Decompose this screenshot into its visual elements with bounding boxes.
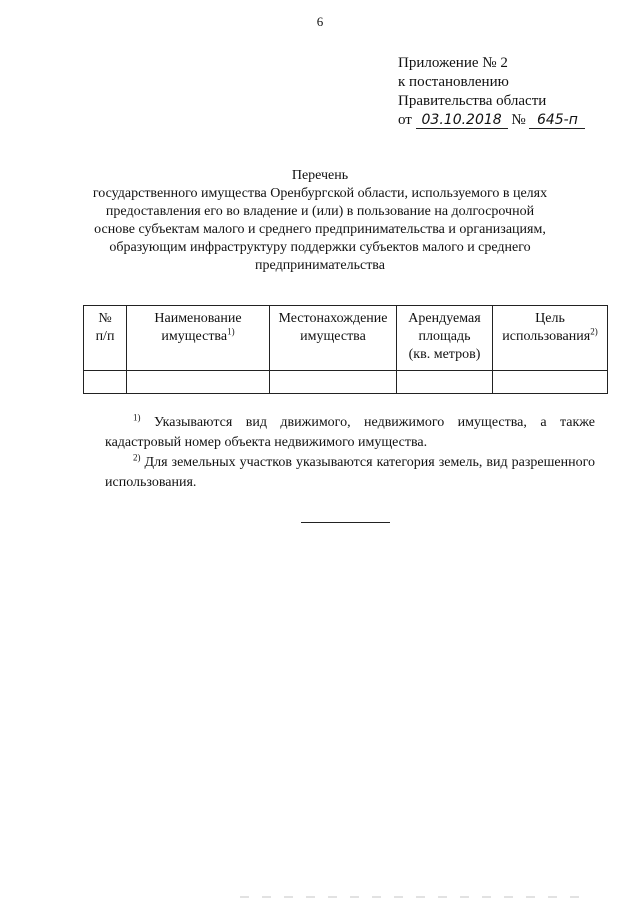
number-prefix: № (511, 112, 526, 128)
table-cell (127, 371, 270, 394)
header-text: использования (502, 329, 591, 344)
title-line: предоставления его во владение и (или) в пользование на долгосрочной (105, 204, 535, 219)
document-title (90, 167, 550, 275)
header-text: Наименование (154, 311, 242, 326)
header-purpose (493, 306, 608, 371)
page-number: 6 (316, 14, 324, 29)
footnote-marker: 1) (133, 412, 141, 423)
header-number (84, 306, 127, 371)
scan-artifact (240, 896, 590, 898)
header-text: площадь (418, 329, 471, 344)
header-name (127, 306, 270, 371)
appendix-block (398, 54, 585, 130)
handwritten-date: 03.10.2018 (416, 113, 508, 129)
header-text: Цель (535, 311, 565, 326)
table-cell (84, 371, 127, 394)
table-cell (493, 371, 608, 394)
header-location (270, 306, 397, 371)
footnote-ref: 2) (590, 326, 598, 337)
header-text: имущества (161, 329, 228, 344)
footnote-1 (105, 413, 595, 453)
header-text: Арендуемая (408, 311, 481, 326)
footnote-marker: 2) (133, 452, 141, 463)
table-row (84, 371, 608, 394)
appendix-date-line (398, 111, 585, 130)
footnote-text: Указываются вид движимого, недвижимого имущества, а также кадастровый номер объекта недвижимого имущества. (105, 415, 596, 450)
header-text: Местонахождение (278, 311, 388, 326)
title-line: основе субъектам малого и среднего предпринимательства и организациям, (94, 222, 546, 237)
appendix-line-2: к постановлению (398, 74, 509, 90)
header-text: № (98, 311, 112, 326)
end-separator-line (301, 522, 390, 523)
footnote-2 (105, 453, 595, 493)
title-heading: Перечень (291, 168, 349, 183)
table-cell (270, 371, 397, 394)
header-text: п/п (95, 329, 115, 344)
header-text: (кв. метров) (408, 347, 481, 362)
footnotes (105, 413, 595, 493)
header-area (397, 306, 493, 371)
header-text: имущества (300, 329, 366, 344)
title-line: предпринимательства (255, 258, 385, 273)
table-header-row (84, 306, 608, 371)
appendix-line-3: Правительства области (398, 93, 547, 109)
footnote-ref: 1) (227, 326, 235, 337)
footnote-text: Для земельных участков указываются категория земель, вид разрешенного использования. (105, 455, 595, 490)
appendix-line-1: Приложение № 2 (398, 55, 508, 71)
title-line: образующим инфраструктуру поддержки субъектов малого и среднего (109, 240, 531, 255)
title-line: государственного имущества Оренбургской области, используемого в целях (92, 186, 548, 201)
table-cell (397, 371, 493, 394)
handwritten-number: 645-п (529, 113, 585, 129)
property-table (83, 305, 608, 394)
date-prefix: от (398, 112, 412, 128)
